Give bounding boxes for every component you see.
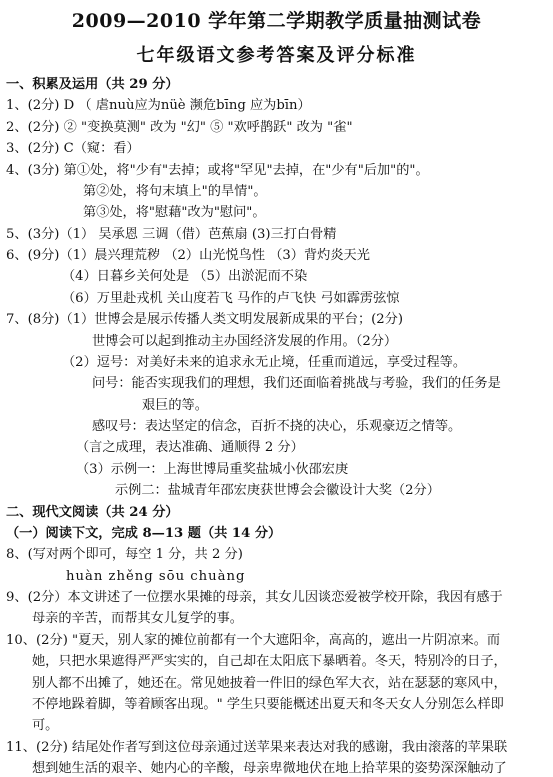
answer-line: 2、(2分) ② "变换莫测" 改为 "幻" ⑤ "欢呼鹊跃" 改为 "雀" [6,119,353,135]
answer-line: 第③处，将"慰藉"改为"慰问"。 [83,205,266,221]
answer-line: 示例二：盐城青年邵宏庚获世博会会徽设计大奖（2分） [115,483,440,499]
answer-line: 艰巨的等。 [142,397,208,413]
answer-line: （言之成理，表达准确、通顺得 2 分） [76,440,304,456]
answer-line: 9、(2分）本文讲述了一位摆水果摊的母亲，其女儿因谈恋爱被学校开除，我因有感于 [6,590,503,605]
answer-line: 世博会可以起到推动主办国经济发展的作用。（2分） [92,333,398,349]
answer-line: 4、(3分) 第①处，将"少有"去掉；或将"罕见"去掉，在"少有"后加"的"。 [6,162,429,178]
answer-line: （6）万里赴戎机 关山度若飞 马作的卢飞快 弓如霹雳弦惊 [62,290,400,306]
subsection-heading: （一）阅读下文，完成 8—13 题（共 14 分） [6,525,282,541]
section-2-heading: 二、现代文阅读（共 24 分） [6,504,179,520]
answer-line: 感叹号：表达坚定的信念，百折不挠的决心，乐观豪迈之情等。 [92,419,462,434]
answer-line: （4）日暮乡关何处是 （5）出淤泥而不染 [62,269,308,285]
answer-line: （2）逗号：对美好未来的追求永无止境，任重而道远，享受过程等。 [62,354,467,370]
answer-line: 母亲的辛苦，而帮其女儿复学的事。 [32,611,243,627]
answer-line: 她，只把水果遮得严严实实的，自己却在太阳底下暴晒着。冬天，特别冷的日子， [32,654,507,670]
answer-line: 别人都不出摊了，她还在。常见她披着一件旧的绿色军大衣，站在瑟瑟的寒风中， [32,675,507,691]
answer-line: 5、(3分)（1） 吴承恩 三调（借）芭蕉扇 (3)三打白骨精 [6,226,337,242]
answer-line: 不停地跺着脚，等着顾客出现。" 学生只要能概述出夏天和冬天女人分别怎么样即 [32,696,504,712]
answer-line: 10、(2分) "夏天，别人家的摊位前都有一个大遮阳伞，高高的，遮出一片阴凉来。而 [6,632,501,648]
answer-line: 问号：能否实现我们的理想，我们还面临着挑战与考验，我们的任务是 [92,376,501,392]
exam-title: 2009—2010 学年第二学期教学质量抽测试卷 [71,10,482,32]
answer-line: 想到她生活的艰辛、她内心的辛酸，母亲卑微地伏在地上拾苹果的姿势深深触动了 [32,761,507,776]
answer-line: 11、(2分) 结尾处作者写到这位母亲通过送苹果来表达对我的感谢，我由滚落的苹果联 [6,739,508,755]
answer-key-subtitle: 七年级语文参考答案及评分标准 [136,45,417,66]
answer-line: 可。 [32,718,59,734]
answer-line: 第②处，将句末填上"的旱情"。 [83,183,267,199]
answer-line: 1、(2分) D （ 虐nuù应为nüè 濒危bīng 应为bīn） [6,98,311,114]
answer-line: 3、(2分) C（窥：看） [6,141,140,157]
answer-line: （3）示例一：上海世博局重奖盐城小伙邵宏庚 [76,461,349,477]
section-1-heading: 一、积累及运用（共 29 分） [6,77,179,92]
answer-line: 6、(9分)（1）晨兴理荒秽 （2）山光悦鸟性 （3）背灼炎天光 [6,248,370,263]
answer-line: 7、(8分)（1）世博会是展示传播人类文明发展新成果的平台；(2分) [6,312,404,328]
pinyin-answer: huàn zhěng sōu chuàng [66,568,246,584]
answer-line: 8、(写对两个即可，每空 1 分，共 2 分) [6,547,243,563]
